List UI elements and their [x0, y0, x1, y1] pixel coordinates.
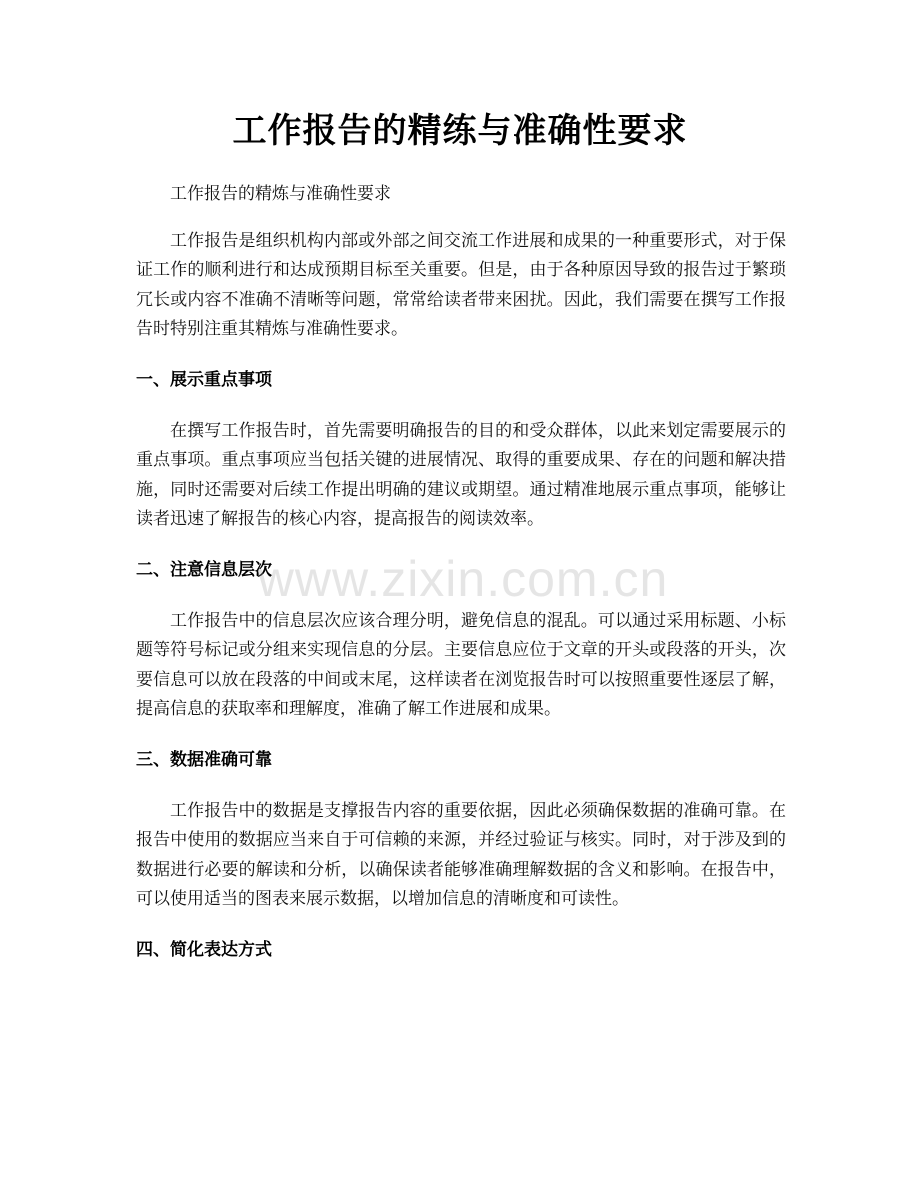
watermark: www.zixin.com.cn — [257, 551, 669, 607]
section-heading-1: 一、展示重点事项 — [136, 369, 272, 390]
section-heading-4: 四、简化表达方式 — [136, 939, 272, 960]
section-heading-3: 三、数据准确可靠 — [136, 749, 272, 770]
section-paragraph-1: 在撰写工作报告时，首先需要明确报告的目的和受众群体，以此来划定需要展示的重点事项。重点事项应当包括关键的进展情况、取得的重要成果、存在的问题和解决措施，同时还需要对后续工作提出明确的建议或期望。通过精准地展示重点事项，能够让读者迅速了解报告的核心内容，提高报告的阅读效率。 — [136, 420, 786, 529]
section-heading-2: 二、注意信息层次 — [136, 559, 272, 580]
section-paragraph-3: 工作报告中的数据是支撑报告内容的重要依据，因此必须确保数据的准确可靠。在报告中使用的数据应当来自于可信赖的来源，并经过验证与核实。同时，对于涉及到的数据进行必要的解读和分析，以确保读者能够准确理解数据的含义和影响。在报告中，可以使用适当的图表来展示数据，以增加信息的清晰度和可读性。 — [136, 800, 786, 909]
intro-paragraph: 工作报告是组织机构内部或外部之间交流工作进展和成果的一种重要形式，对于保证工作的顺利进行和达成预期目标至关重要。但是，由于各种原因导致的报告过于繁琐冗长或内容不准确不清晰等问题，常常给读者带来困扰。因此，我们需要在撰写工作报告时特别注重其精炼与准确性要求。 — [136, 230, 786, 339]
section-paragraph-2: 工作报告中的信息层次应该合理分明，避免信息的混乱。可以通过采用标题、小标题等符号标记或分组来实现信息的分层。主要信息应位于文章的开头或段落的开头，次要信息可以放在段落的中间或末尾，这样读者在浏览报告时可以按照重要性逐层了解，提高信息的获取率和理解度，准确了解工作进展和成果。 — [136, 610, 786, 719]
document-subtitle: 工作报告的精炼与准确性要求 — [170, 184, 391, 204]
document-title: 工作报告的精练与准确性要求 — [232, 111, 688, 151]
